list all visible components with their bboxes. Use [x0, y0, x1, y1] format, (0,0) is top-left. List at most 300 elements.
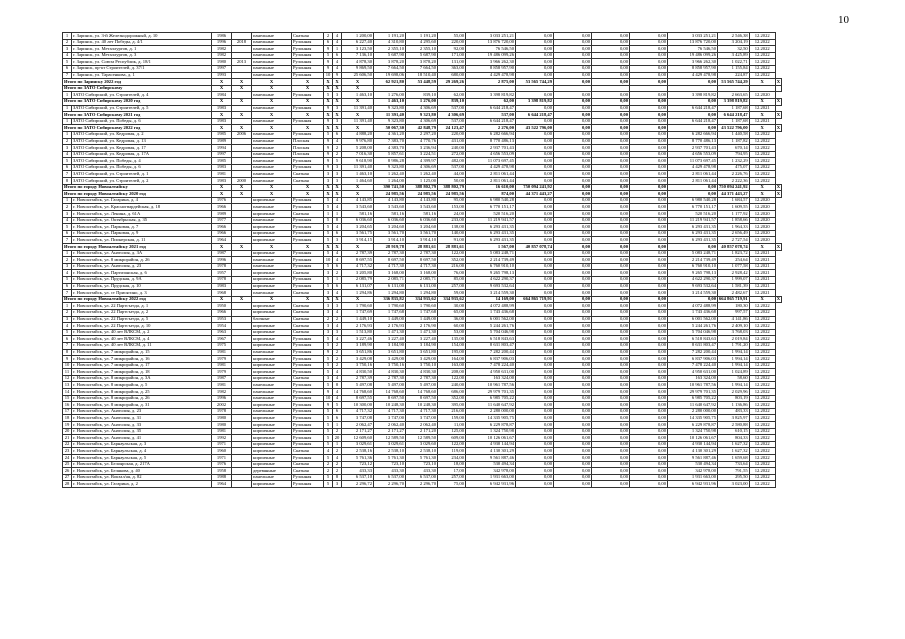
table-cell: 92,00 [438, 46, 466, 53]
table-cell: 1 [63, 303, 72, 310]
table-cell: 12.2022 [749, 178, 775, 185]
table-cell: Рулонная [292, 131, 324, 138]
table-cell: 0,00 [630, 303, 668, 310]
table-cell: 1976 [212, 461, 232, 468]
table-cell: 0,00 [554, 349, 592, 356]
table-cell: 24 985,56 [438, 191, 466, 198]
table-cell: 482,00 [438, 158, 466, 165]
table-cell: г. Новоалтайск, ул. Пионерская, д. 11 [72, 237, 212, 244]
table-cell: 2 171,20 [406, 428, 438, 435]
table-cell: Рулонная [292, 118, 324, 125]
table-cell: 2 937 701,43 [668, 145, 718, 152]
table-cell: 0,00 [554, 362, 592, 369]
table-cell: панельные [252, 349, 292, 356]
table-cell: 1966 [212, 230, 232, 237]
table-row [63, 468, 782, 475]
table-cell: X [232, 85, 252, 92]
table-row [63, 33, 782, 40]
table-cell: 1 [63, 250, 72, 257]
table-cell: 5 [324, 204, 333, 211]
table-cell: 6 293 431,35 [466, 230, 516, 237]
table-cell [232, 395, 252, 402]
table-cell: 12.2021 [749, 118, 775, 125]
table-cell: X [776, 296, 781, 302]
table-cell: 5 [333, 158, 342, 165]
table-cell: 23 [63, 448, 72, 455]
table-cell: 6 837 906,03 [668, 356, 718, 363]
table-cell: 0,00 [668, 125, 718, 132]
table-cell: г. Новоалтайск, ул. Анатолия, д. 3А [72, 250, 212, 257]
table-cell: 53 565 744,29 [718, 79, 750, 86]
table-cell: X [324, 98, 333, 105]
table-cell: 4 950 631,00 [668, 369, 718, 376]
table-cell: 1966 [212, 204, 232, 211]
table-cell: 3 878,20 [406, 59, 438, 66]
table-cell: 0,00 [630, 336, 668, 343]
table-cell: 3 [324, 290, 333, 297]
table-cell: 12.2022 [749, 329, 775, 336]
table-cell: X [342, 244, 374, 251]
table-cell: X [776, 98, 781, 104]
table-cell: 0,00 [630, 422, 668, 429]
table-cell: Скатная [292, 316, 324, 323]
table-cell: 5 [324, 369, 333, 376]
table-cell: 0,00 [630, 441, 668, 448]
table-cell: 5 [324, 474, 333, 481]
table-cell: X [252, 191, 292, 198]
table-cell: 0,00 [554, 237, 592, 244]
table-cell: 12.2022 [749, 65, 775, 72]
table-cell: 4 306,69 [406, 105, 438, 112]
table-cell: 3 966 262,30 [668, 59, 718, 66]
table-cell: 0,00 [630, 375, 668, 382]
table-cell: 9 [324, 46, 333, 53]
table-cell: 6 [324, 39, 333, 46]
table-cell: 12.2022 [749, 59, 775, 66]
table-cell: 0,00 [592, 474, 630, 481]
table-cell: 0,00 [668, 98, 718, 105]
table-cell: Рулонная [292, 39, 324, 46]
table-cell: 1 994,14 [718, 382, 750, 389]
table-cell [232, 237, 252, 244]
table-row [63, 329, 782, 336]
table-cell: 0,00 [630, 244, 668, 251]
table-cell: 1989 [212, 138, 232, 145]
table-cell: 240,00 [438, 382, 466, 389]
table-cell: 0,00 [592, 151, 630, 158]
table-cell [438, 85, 466, 92]
table-cell: 2 656,49 [718, 230, 750, 237]
table-cell: 4 [333, 59, 342, 66]
table-row [63, 336, 782, 343]
table-cell: 0,00 [592, 65, 630, 72]
table-cell: 0,00 [630, 316, 668, 323]
table-cell: 5 208,00 [342, 145, 374, 152]
table-cell: 3 023,00 [718, 481, 750, 488]
table-cell: 29 979 701,35 [466, 389, 516, 396]
table-cell: 6 293 431,35 [466, 224, 516, 231]
table-cell: 12.2022 [749, 408, 775, 415]
table-cell: 352,00 [438, 395, 466, 402]
table-cell: 6 293 431,35 [668, 224, 718, 231]
table-cell: 6 001 562,00 [466, 316, 516, 323]
table-cell: 25 [63, 461, 72, 468]
table-cell: 2 811 061,44 [668, 178, 718, 185]
table-cell: 2 062,40 [374, 422, 406, 429]
table-cell: 3 227,40 [374, 336, 406, 343]
table-cell: 9 693 532,64 [466, 283, 516, 290]
table-cell: X [324, 85, 333, 92]
table-cell: Рулонная [292, 204, 324, 211]
table-cell [232, 158, 252, 165]
table-cell: 0,00 [516, 362, 554, 369]
table-cell: 1 609,55 [718, 204, 750, 211]
table-cell: 0,00 [630, 415, 668, 422]
table-cell: кирпичные [252, 369, 292, 376]
table-cell: г. Новоалтайск, ул. Анатолия, д. 41 [72, 435, 212, 442]
table-cell: 8 697,55 [342, 395, 374, 402]
table-cell: 8 [333, 382, 342, 389]
table-cell: кирпичные [252, 329, 292, 336]
table-cell: 6 131,07 [342, 283, 374, 290]
table-cell: 1981 [212, 382, 232, 389]
table-cell: 6 001 562,00 [668, 316, 718, 323]
table-cell: кирпичные [252, 448, 292, 455]
table-cell: X [212, 184, 232, 191]
table-cell: 1 823,72 [718, 250, 750, 257]
table-cell: Скатная [292, 375, 324, 382]
table-cell: Рулонная [292, 65, 324, 72]
table-cell: кирпичные [252, 211, 292, 218]
table-cell: 2 355,10 [406, 46, 438, 53]
table-cell: 0,00 [516, 131, 554, 138]
table-cell: 537,00 [438, 118, 466, 125]
table-cell: кирпичные [252, 276, 292, 283]
table-cell: 2 296,70 [374, 481, 406, 488]
table-cell: 1 024,89 [718, 369, 750, 376]
table-cell: 0,00 [554, 296, 592, 303]
table-cell: 1985 [212, 158, 232, 165]
table-cell: 1966 [212, 224, 232, 231]
table-cell: 8 [63, 349, 72, 356]
table-cell: 4 143,85 [342, 197, 374, 204]
table-cell: 50,00 [438, 178, 466, 185]
table-cell: 9 [324, 158, 333, 165]
table-cell: 3 561,75 [342, 230, 374, 237]
table-cell: 1 262,40 [374, 171, 406, 178]
table-cell: 1 464,60 [342, 178, 374, 185]
table-cell: 804,33 [718, 435, 750, 442]
table-cell: 0,00 [516, 224, 554, 231]
table-cell: 0,00 [516, 481, 554, 488]
table-cell: 29 269,26 [438, 79, 466, 86]
table-cell: 1 790,60 [342, 303, 374, 310]
table-cell: 0,00 [516, 408, 554, 415]
table-cell: 4 306,69 [438, 112, 466, 119]
table-cell: 4 888,20 [342, 131, 374, 138]
table-cell: г. Новоалтайск, ул. ст Присягино, д. 3 [72, 290, 212, 297]
table-cell: Рулонная [292, 336, 324, 343]
table-cell: 1 [63, 131, 72, 138]
table-cell: 11,00 [438, 422, 466, 429]
table-row [63, 46, 782, 53]
table-cell: 0,00 [630, 362, 668, 369]
table-cell: 2 538,16 [342, 448, 374, 455]
table-cell: 135,00 [438, 336, 466, 343]
table-cell: 5 [324, 428, 333, 435]
table-cell: г. Новоалтайск, ул. Гагарина, д. 4 [72, 197, 212, 204]
table-cell: панельные [252, 131, 292, 138]
table-cell: 0,00 [592, 402, 630, 409]
table-cell: 5 497,00 [406, 382, 438, 389]
table-cell: X [342, 125, 374, 132]
table-cell: 0,00 [516, 65, 554, 72]
table-cell: 1 743 436,68 [466, 309, 516, 316]
table-cell: 1957 [212, 270, 232, 277]
table-row [63, 145, 782, 152]
table-cell: X [776, 78, 781, 84]
table-cell: 1977 [212, 217, 232, 224]
table-cell: 95,00 [438, 197, 466, 204]
table-cell [232, 362, 252, 369]
table-cell: панельные [252, 151, 292, 158]
table-cell: 0,00 [554, 112, 592, 119]
table-cell: 4 [333, 204, 342, 211]
table-cell [232, 309, 252, 316]
table-cell: 8 697,50 [374, 257, 406, 264]
table-cell: 4 [63, 151, 72, 158]
table-cell: X [252, 85, 292, 92]
table-cell: 1 294,80 [406, 290, 438, 297]
table-cell: 42 848,79 [406, 125, 438, 132]
table-cell: 839,10 [406, 92, 438, 99]
table-cell: 0,00 [630, 178, 668, 185]
table-cell: 2 811 061,44 [466, 171, 516, 178]
table-cell: 0,00 [592, 316, 630, 323]
table-cell: 6 036,60 [374, 217, 406, 224]
table-cell: 0,00 [668, 191, 718, 198]
table-cell: 12.2022 [749, 131, 775, 138]
table-cell: ЗАТО Сибирский, ул. Строителей, д. 1 [72, 171, 212, 178]
table-cell: 216,00 [438, 408, 466, 415]
table-cell: X [252, 125, 292, 132]
table-cell: 0,00 [516, 263, 554, 270]
table-cell: 0,00 [554, 369, 592, 376]
table-cell: кирпичные [252, 197, 292, 204]
table-cell: Рулонная [292, 230, 324, 237]
table-cell: 8 697,50 [406, 257, 438, 264]
table-cell: X [776, 184, 781, 190]
table-cell: 0,00 [592, 257, 630, 264]
table-cell: 12.2020 [749, 211, 775, 218]
table-cell: кирпичные [252, 455, 292, 462]
table-cell: 2 [333, 468, 342, 475]
table-cell: г. Новоалтайск, ул. 22 Партсъезда, д. 10 [72, 323, 212, 330]
table-cell: 0,00 [592, 112, 630, 119]
table-cell: 12.2022 [749, 415, 775, 422]
table-cell: 0,00 [592, 158, 630, 165]
table-cell [775, 85, 781, 92]
table-cell: 8 [333, 474, 342, 481]
table-cell: 5 497,08 [342, 382, 374, 389]
table-cell: 1 931 663,00 [466, 474, 516, 481]
table-row [63, 197, 782, 204]
table-cell: 0,00 [516, 276, 554, 283]
total-label: Итого по ЗАТО Сибирскому 2020 год [63, 98, 212, 105]
table-cell: 0,00 [554, 290, 592, 297]
table-cell: 3 [63, 316, 72, 323]
table-cell: 4 656 553,09 [466, 151, 516, 158]
table-cell: панельные [252, 171, 292, 178]
table-cell: 12 589,50 [406, 435, 438, 442]
table-cell: Скатная [292, 323, 324, 330]
table-cell: кирпичные [252, 441, 292, 448]
table-cell: 0,00 [592, 164, 630, 171]
table-cell: 0,00 [554, 415, 592, 422]
table-cell: Рулонная [292, 164, 324, 171]
table-cell: 6 644 218,47 [466, 105, 516, 112]
table-cell: 2 [324, 461, 333, 468]
table-cell: X [212, 85, 232, 92]
table-cell: 520 516,20 [466, 211, 516, 218]
table-cell: 4 717,32 [342, 263, 374, 270]
table-cell: 0,00 [668, 79, 718, 86]
table-cell: 4 429 478,98 [668, 164, 718, 171]
table-row [63, 52, 782, 59]
table-cell: 9 [324, 105, 333, 112]
table-cell: 257,00 [438, 474, 466, 481]
table-cell: 0,00 [516, 336, 554, 343]
table-cell: 0,00 [592, 33, 630, 40]
table-cell: 9 [324, 164, 333, 171]
table-cell: 0,00 [630, 290, 668, 297]
table-cell: 3 227,46 [342, 336, 374, 343]
table-cell [668, 85, 718, 92]
table-cell: 6 [63, 65, 72, 72]
table-cell: 12.2022 [749, 356, 775, 363]
table-cell: 2 811 061,44 [466, 178, 516, 185]
table-cell: 1 471,30 [406, 329, 438, 336]
table-cell: Рулонная [292, 415, 324, 422]
table-cell: 2 [63, 39, 72, 46]
table-cell: 0,00 [630, 283, 668, 290]
table-cell: 0,00 [592, 441, 630, 448]
table-cell: 4 622 290,37 [466, 276, 516, 283]
table-cell: г. Новоалтайск, ул. Вокзал/ая, д. 82 [72, 474, 212, 481]
table-cell: 1978 [212, 276, 232, 283]
table-cell: 2002 [212, 402, 232, 409]
table-cell: 1984 [212, 92, 232, 99]
table-cell: X [342, 79, 374, 86]
table-cell: 11 219 941,57 [466, 217, 516, 224]
table-cell: 12.2022 [749, 422, 775, 429]
table-cell: 0,00 [630, 59, 668, 66]
table-cell: 0,00 [592, 178, 630, 185]
table-cell: X [324, 244, 333, 251]
table-cell: панельные [252, 217, 292, 224]
table-cell: 336 835,82 [374, 296, 406, 303]
table-cell: 0,00 [630, 296, 668, 303]
table-cell: X [324, 296, 333, 303]
table-cell: панельные [252, 290, 292, 297]
table-cell: 1 [333, 276, 342, 283]
table-cell: 2 296,70 [406, 481, 438, 488]
table-cell: 8 986,28 [374, 158, 406, 165]
table-cell: 295,50 [718, 474, 750, 481]
table-cell [232, 455, 252, 462]
table-cell: 3 966 262,30 [466, 59, 516, 66]
table-cell: 0,00 [630, 408, 668, 415]
table-cell: 180,30 [718, 303, 750, 310]
table-cell: г. Новоалтайск, ул. 22 Партсъезда, д. 2 [72, 309, 212, 316]
table-cell: 2 409,10 [718, 323, 750, 330]
table-cell: 12.2022 [749, 395, 775, 402]
table-cell: 0,00 [554, 422, 592, 429]
table-cell: 1 440,58 [718, 131, 750, 138]
table-cell: г. Новоалтайск, ул. 22 Партсъезда, д. 5 [72, 316, 212, 323]
table-cell: 14 169,00 [466, 296, 516, 303]
table-cell: 1980 [212, 59, 232, 66]
table-cell: 14 335 905,75 [668, 415, 718, 422]
table-cell: 28 [63, 481, 72, 488]
table-cell: 0,00 [554, 59, 592, 66]
table-cell: 5 857,61 [374, 151, 406, 158]
table-cell: г. Новоалтайск, ул. 40 лет ВЛКСМ, д. 4 [72, 336, 212, 343]
table-cell: 0,00 [554, 481, 592, 488]
table-cell: 0,00 [554, 316, 592, 323]
table-cell: 1 791,20 [718, 342, 750, 349]
table-row [63, 224, 782, 231]
table-cell: Рулонная [292, 441, 324, 448]
total-label: Итого по городу Новоалтайску 2022 год [63, 296, 212, 303]
table-cell [232, 283, 252, 290]
table-cell: 5 [324, 455, 333, 462]
table-cell: 2 280 000,00 [668, 408, 718, 415]
table-cell: панельные [252, 395, 292, 402]
table-cell: 0,00 [516, 342, 554, 349]
table-cell: 0,00 [554, 125, 592, 132]
table-cell: X [252, 112, 292, 119]
table-cell: 0,00 [630, 33, 668, 40]
table-cell: 2 787,30 [374, 250, 406, 257]
table-cell: 0,00 [516, 237, 554, 244]
table-row [63, 118, 782, 125]
table-cell: 6 [333, 263, 342, 270]
table-cell: 0,00 [630, 309, 668, 316]
table-cell: кирпичные [252, 402, 292, 409]
table-cell: 1978 [212, 263, 232, 270]
table-cell: 4 [333, 33, 342, 40]
table-cell: 0,00 [630, 138, 668, 145]
table-cell: X [252, 244, 292, 251]
table-cell: 4 143,80 [374, 197, 406, 204]
table-cell: 5 [324, 52, 333, 59]
table-cell: X [333, 244, 342, 251]
table-cell: 12.2022 [749, 316, 775, 323]
table-cell: 7 282 200,44 [466, 349, 516, 356]
table-cell: 2018 [232, 39, 252, 46]
table-cell: 0,00 [592, 408, 630, 415]
table-cell: 0,00 [554, 441, 592, 448]
table-cell: панельные [252, 204, 292, 211]
table-cell: 17 [63, 408, 72, 415]
table-cell: 2 029,96 [718, 389, 750, 396]
table-cell: X [232, 125, 252, 132]
table-cell: 19 486 099,26 [466, 52, 516, 59]
table-cell: 1987 [212, 250, 232, 257]
table-cell: 0,00 [630, 435, 668, 442]
table-cell: Скатная [292, 211, 324, 218]
